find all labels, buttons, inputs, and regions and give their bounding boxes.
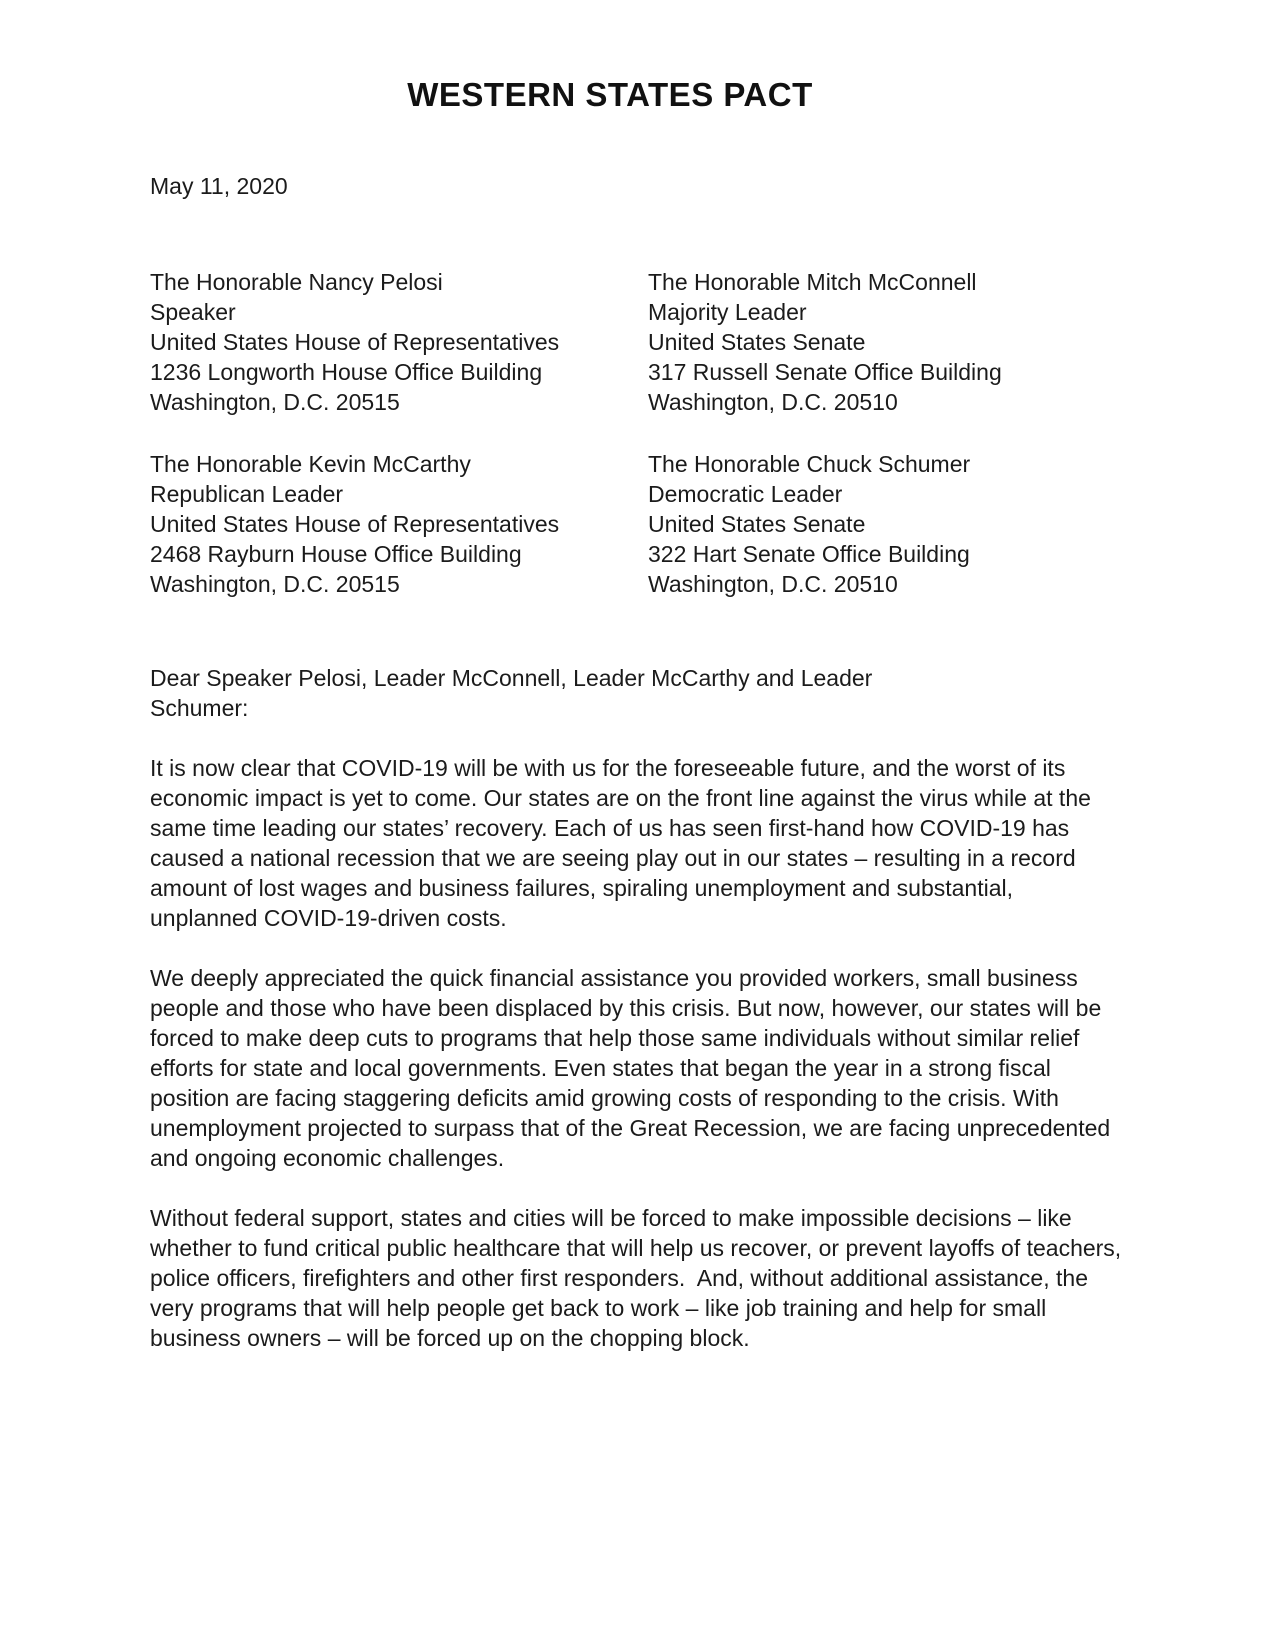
recipient-blocks: [150, 267, 1125, 599]
recipient-city: Washington, D.C. 20510: [648, 389, 898, 415]
body-paragraph-1: It is now clear that COVID-19 will be with us for the foreseeable future, and the worst of its economic impact is yet to come. Our states are on the front line against the virus while at the same time leading our states’ recovery. Each of us has seen first-hand how COVID-19 has caused a national recession that we are seeing play out in our states – resulting in a record amount of lost wages and business failures, spiraling unemployment and substantial, unplanned COVID-19-driven costs.: [150, 755, 1098, 931]
body-paragraph-2: We deeply appreciated the quick financial assistance you provided workers, small business people and those who have been displaced by this crisis. But now, however, our states will be forced to make deep cuts to programs that help those same individuals without similar relief efforts for state and local governments. Even states that began the year in a strong fiscal position are facing staggering deficits amid growing costs of responding to the crisis. With unemployment projected to surpass that of the Great Recession, we are facing unprecedented and ongoing economic challenges.: [150, 965, 1117, 1171]
recipient-role: Republican Leader: [150, 481, 344, 507]
letter-content: [150, 75, 1128, 1353]
recipient-institution: United States House of Representatives: [150, 511, 560, 537]
recipient-city: Washington, D.C. 20515: [150, 389, 400, 415]
recipient-institution: United States Senate: [648, 329, 866, 355]
recipient-city: Washington, D.C. 20515: [150, 571, 400, 597]
recipient-institution: United States House of Representatives: [150, 329, 560, 355]
recipient-street: 317 Russell Senate Office Building: [648, 359, 1002, 385]
recipient-role: Majority Leader: [648, 299, 807, 325]
recipient-block-mccarthy: [150, 449, 648, 599]
recipient-name: The Honorable Chuck Schumer: [648, 451, 971, 477]
recipient-name: The Honorable Nancy Pelosi: [150, 269, 443, 295]
salutation: Dear Speaker Pelosi, Leader McConnell, Leader McCarthy and Leader Schumer:: [150, 665, 873, 721]
letter-date: May 11, 2020: [150, 173, 288, 199]
recipient-block-schumer: [648, 449, 1125, 599]
recipient-institution: United States Senate: [648, 511, 866, 537]
recipient-name: The Honorable Kevin McCarthy: [150, 451, 471, 477]
body-paragraph-3: Without federal support, states and cities will be forced to make impossible decisions – like whether to fund critical public healthcare that will help us recover, or prevent layoffs of teachers, police officers, firefighters and other first responders. And, without additional assistance, the very programs that will help people get back to work – like job training and help for small business owners – will be forced up on the chopping block.: [150, 1205, 1128, 1351]
recipient-role: Democratic Leader: [648, 481, 843, 507]
letter-title: WESTERN STATES PACT: [407, 76, 813, 113]
recipient-street: 322 Hart Senate Office Building: [648, 541, 970, 567]
recipient-street: 2468 Rayburn House Office Building: [150, 541, 522, 567]
recipient-name: The Honorable Mitch McConnell: [648, 269, 977, 295]
recipient-street: 1236 Longworth House Office Building: [150, 359, 543, 385]
recipient-block-mcconnell: [648, 267, 1125, 417]
recipient-block-pelosi: [150, 267, 648, 417]
recipient-role: Speaker: [150, 299, 236, 325]
recipient-city: Washington, D.C. 20510: [648, 571, 898, 597]
